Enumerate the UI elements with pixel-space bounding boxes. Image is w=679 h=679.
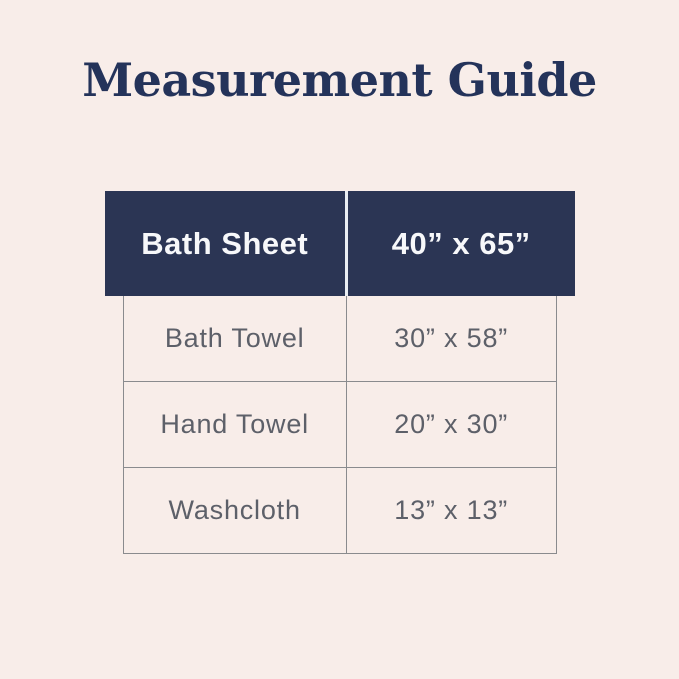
table-row (124, 296, 556, 382)
table-row (124, 382, 556, 468)
table-header-row (105, 191, 575, 296)
row-size-cell: 20” x 30” (394, 409, 509, 439)
row-size-cell: 30” x 58” (394, 323, 509, 353)
header-size-cell: 40” x 65” (391, 225, 531, 261)
row-item-cell: Hand Towel (124, 382, 347, 467)
table-row (124, 468, 556, 553)
page-title: Measurement Guide (82, 53, 597, 107)
measurement-table-body (123, 296, 557, 554)
row-item-cell: Bath Towel (124, 296, 347, 381)
header-item-cell: Bath Sheet (105, 191, 348, 296)
row-size-cell: 13” x 13” (394, 495, 509, 525)
row-item-cell: Washcloth (124, 468, 347, 553)
